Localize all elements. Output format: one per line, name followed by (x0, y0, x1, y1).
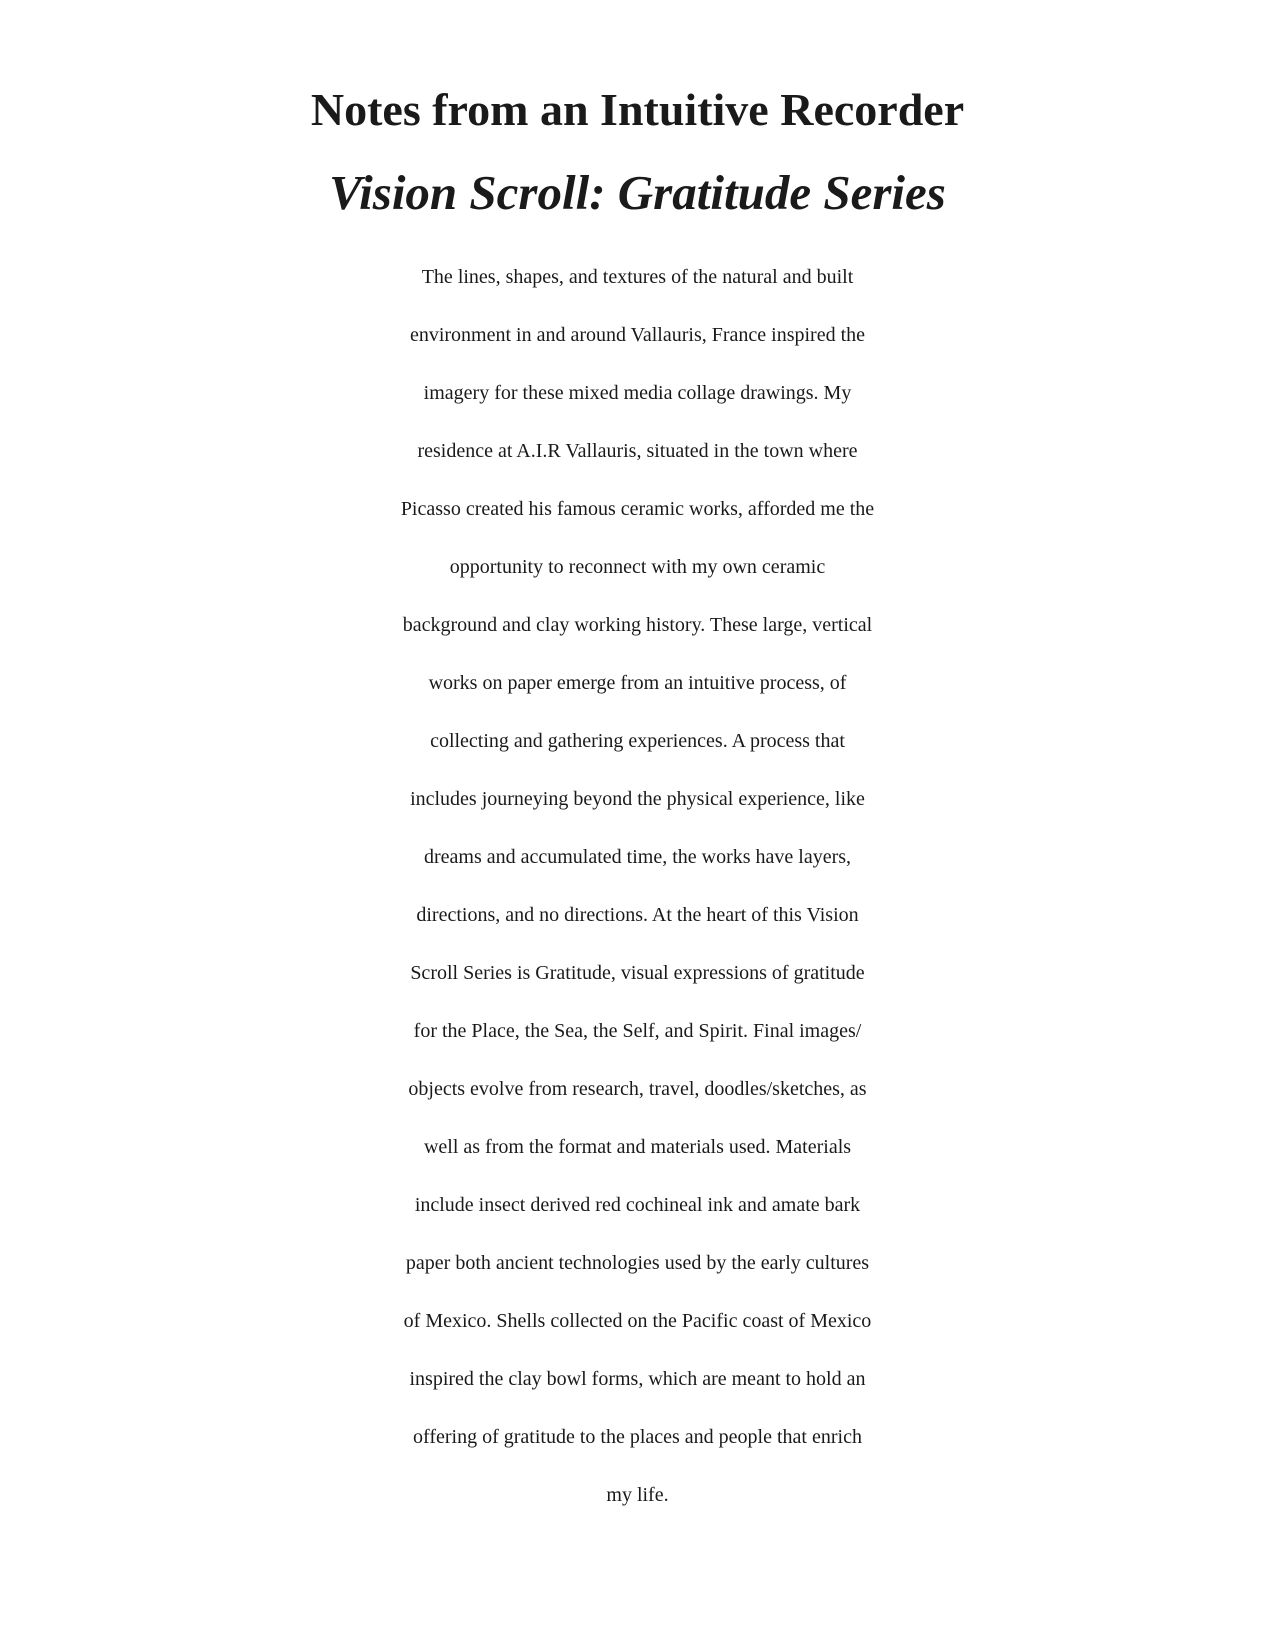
body-line: dreams and accumulated time, the works have layers, (423, 846, 852, 868)
body-line: Scroll Series is Gratitude, visual expressions of gratitude (410, 962, 865, 984)
body-paragraph (0, 248, 1275, 1524)
body-line: objects evolve from research, travel, doodles/sketches, as (408, 1078, 867, 1100)
body-line: offering of gratitude to the places and people that enrich (413, 1426, 862, 1448)
body-line: directions, and no directions. At the heart of this Vision (416, 904, 859, 926)
body-line: inspired the clay bowl forms, which are meant to hold an (409, 1368, 866, 1390)
body-line: background and clay working history. These large, vertical (402, 614, 873, 636)
body-line: Picasso created his famous ceramic works, afforded me the (400, 498, 875, 520)
body-line: my life. (606, 1484, 669, 1506)
body-line: include insect derived red cochineal ink and amate bark (414, 1194, 861, 1216)
body-line: opportunity to reconnect with my own ceramic (449, 556, 826, 578)
body-line: residence at A.I.R Vallauris, situated in the town where (417, 440, 858, 462)
body-line: paper both ancient technologies used by the early cultures (405, 1252, 870, 1274)
body-line: The lines, shapes, and textures of the natural and built (421, 266, 854, 288)
body-line: well as from the format and materials used. Materials (423, 1136, 852, 1158)
body-line: environment in and around Vallauris, France inspired the (409, 324, 866, 346)
body-line: works on paper emerge from an intuitive process, of (428, 672, 847, 694)
body-line: imagery for these mixed media collage drawings. My (423, 382, 852, 404)
body-line: of Mexico. Shells collected on the Pacific coast of Mexico (403, 1310, 872, 1332)
document-title: Notes from an Intuitive Recorder (310, 84, 965, 135)
document-subtitle: Vision Scroll: Gratitude Series (329, 165, 946, 220)
body-line: includes journeying beyond the physical experience, like (410, 788, 865, 810)
body-line: collecting and gathering experiences. A process that (430, 730, 845, 752)
body-line: for the Place, the Sea, the Self, and Spirit. Final images/ (413, 1020, 862, 1042)
